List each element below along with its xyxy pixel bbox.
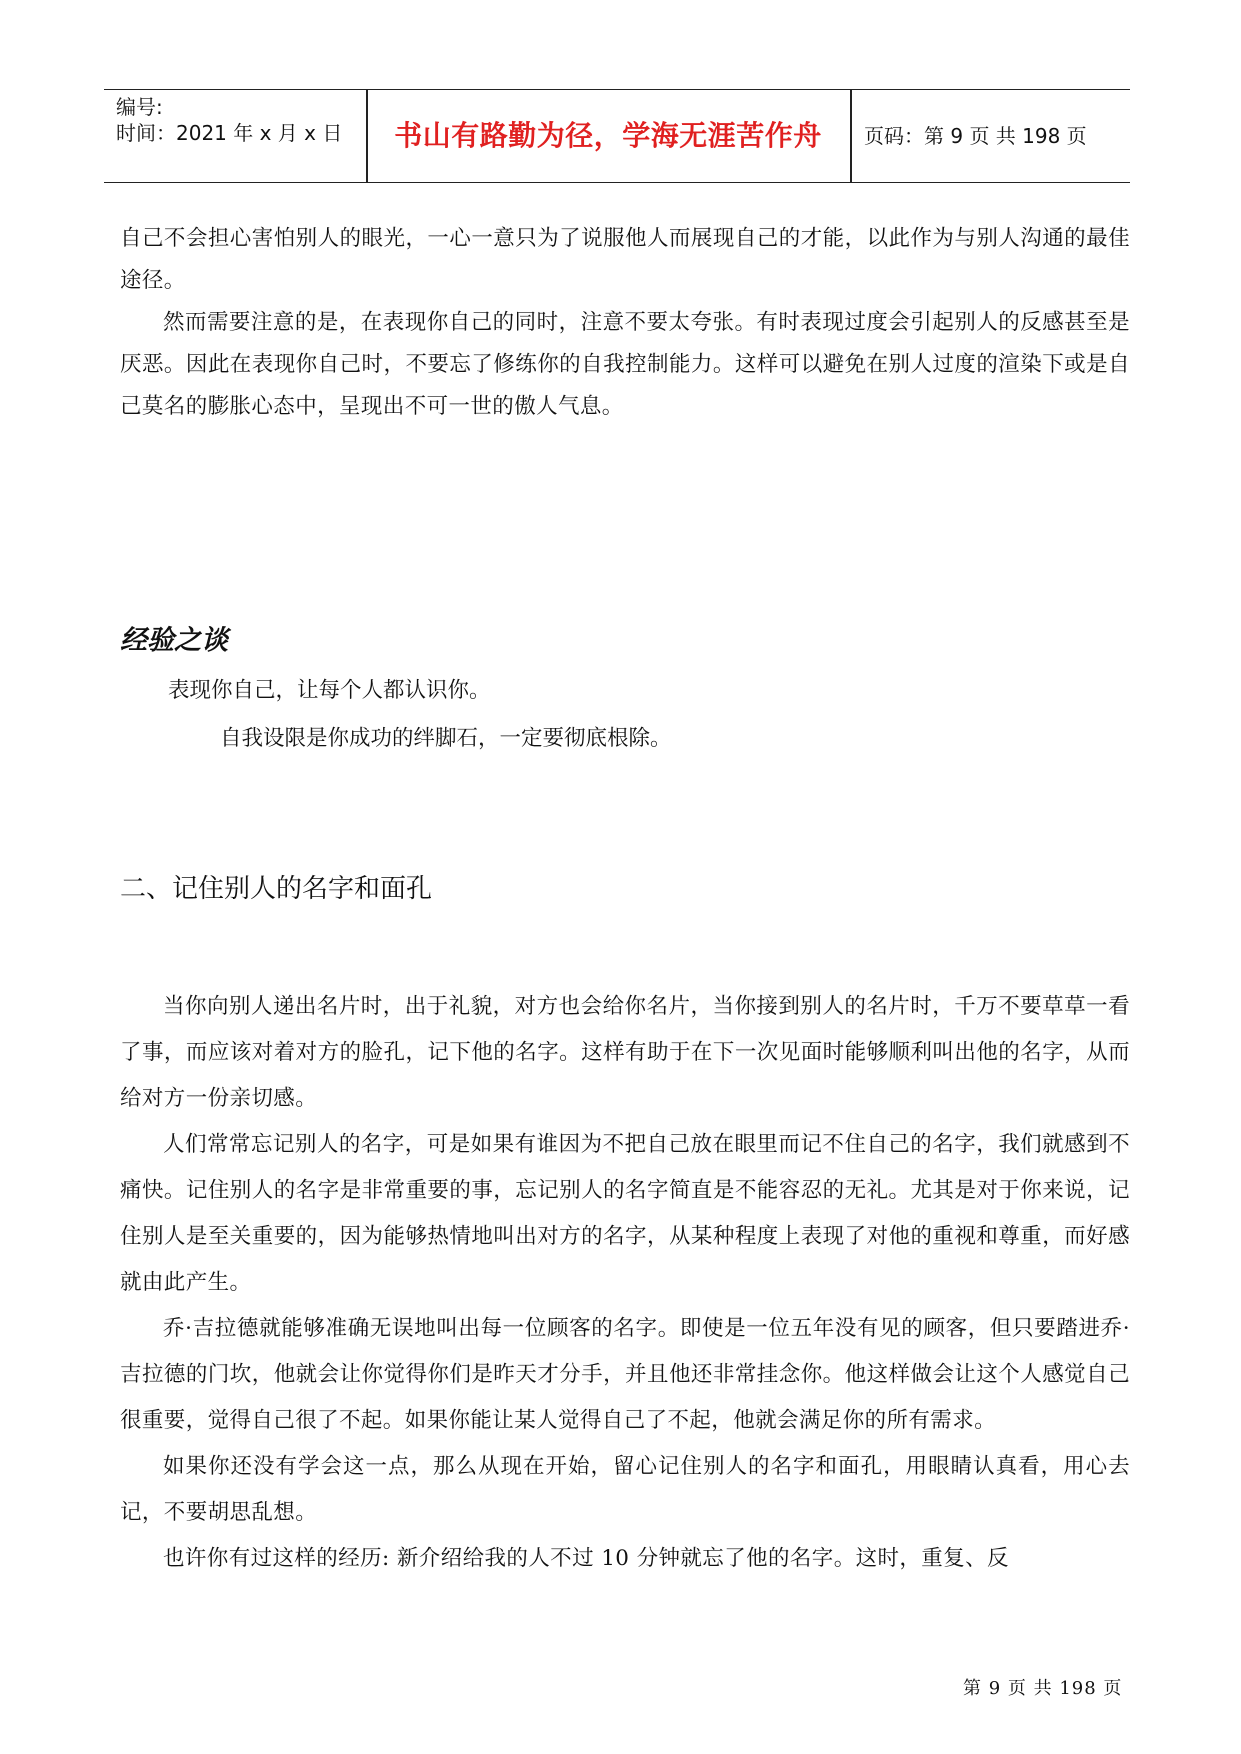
document-number-label: 编号: (116, 95, 163, 119)
intro-paragraph: 然而需要注意的是，在表现你自己的同时，注意不要太夸张。有时表现过度会引起别人的反感甚至是厌恶。因此在表现你自己时，不要忘了修练你的自我控制能力。这样可以避免在别人过度的渲染下或是自己莫名的膨胀心态中，呈现出不可一世的傲人气息。 (120, 310, 1130, 419)
header-divider-right (850, 90, 852, 182)
page-header (104, 89, 1130, 183)
document-time-label: 时间：2021 年 x 月 x 日 (116, 121, 343, 145)
body-paragraph: 乔·吉拉德就能够准确无误地叫出每一位顾客的名字。即使是一位五年没有见的顾客，但只要踏进乔·吉拉德的门坎，他就会让你觉得你们是昨天才分手，并且他还非常挂念你。他这样做会让这个人感觉自己很重要，觉得自己很了不起。如果你能让某人觉得自己了不起，他就会满足你的所有需求。 (120, 1316, 1130, 1433)
body-paragraph: 当你向别人递出名片时，出于礼貌，对方也会给你名片，当你接到别人的名片时，千万不要草草一看了事，而应该对着对方的脸孔，记下他的名字。这样有助于在下一次见面时能够顺利叫出他的名字，从而给对方一份亲切感。 (120, 994, 1130, 1111)
header-motto: 书山有路勤为径，学海无涯苦作舟 (394, 119, 822, 152)
chapter-body (120, 984, 1130, 1582)
experience-title: 经验之谈 (120, 625, 228, 656)
page-footer: 第 9 页 共 198 页 (963, 1678, 1123, 1699)
intro-paragraph: 自己不会担心害怕别人的眼光，一心一意只为了说服他人而展现自己的才能，以此作为与别人沟通的最佳途径。 (120, 226, 1130, 293)
experience-tip: 表现你自己，让每个人都认识你。 (168, 678, 491, 703)
header-page-info: 页码：第 9 页 共 198 页 (864, 124, 1087, 148)
experience-tip: 自我设限是你成功的绊脚石，一定要彻底根除。 (220, 726, 672, 751)
body-paragraph: 也许你有过这样的经历: 新介绍给我的人不过 10 分钟就忘了他的名字。这时，重复、反 (163, 1546, 1009, 1571)
chapter-title: 二、记住别人的名字和面孔 (120, 874, 433, 904)
header-meta (116, 94, 342, 146)
body-paragraph: 如果你还没有学会这一点，那么从现在开始，留心记住别人的名字和面孔，用眼睛认真看，用心去记，不要胡思乱想。 (120, 1454, 1130, 1525)
intro-section (120, 218, 1130, 428)
body-paragraph: 人们常常忘记别人的名字，可是如果有谁因为不把自己放在眼里而记不住自己的名字，我们就感到不痛快。记住别人的名字是非常重要的事，忘记别人的名字简直是不能容忍的无礼。尤其是对于你来说，记住别人是至关重要的，因为能够热情地叫出对方的名字，从某种程度上表现了对他的重视和尊重，而好感就由此产生。 (120, 1132, 1130, 1295)
